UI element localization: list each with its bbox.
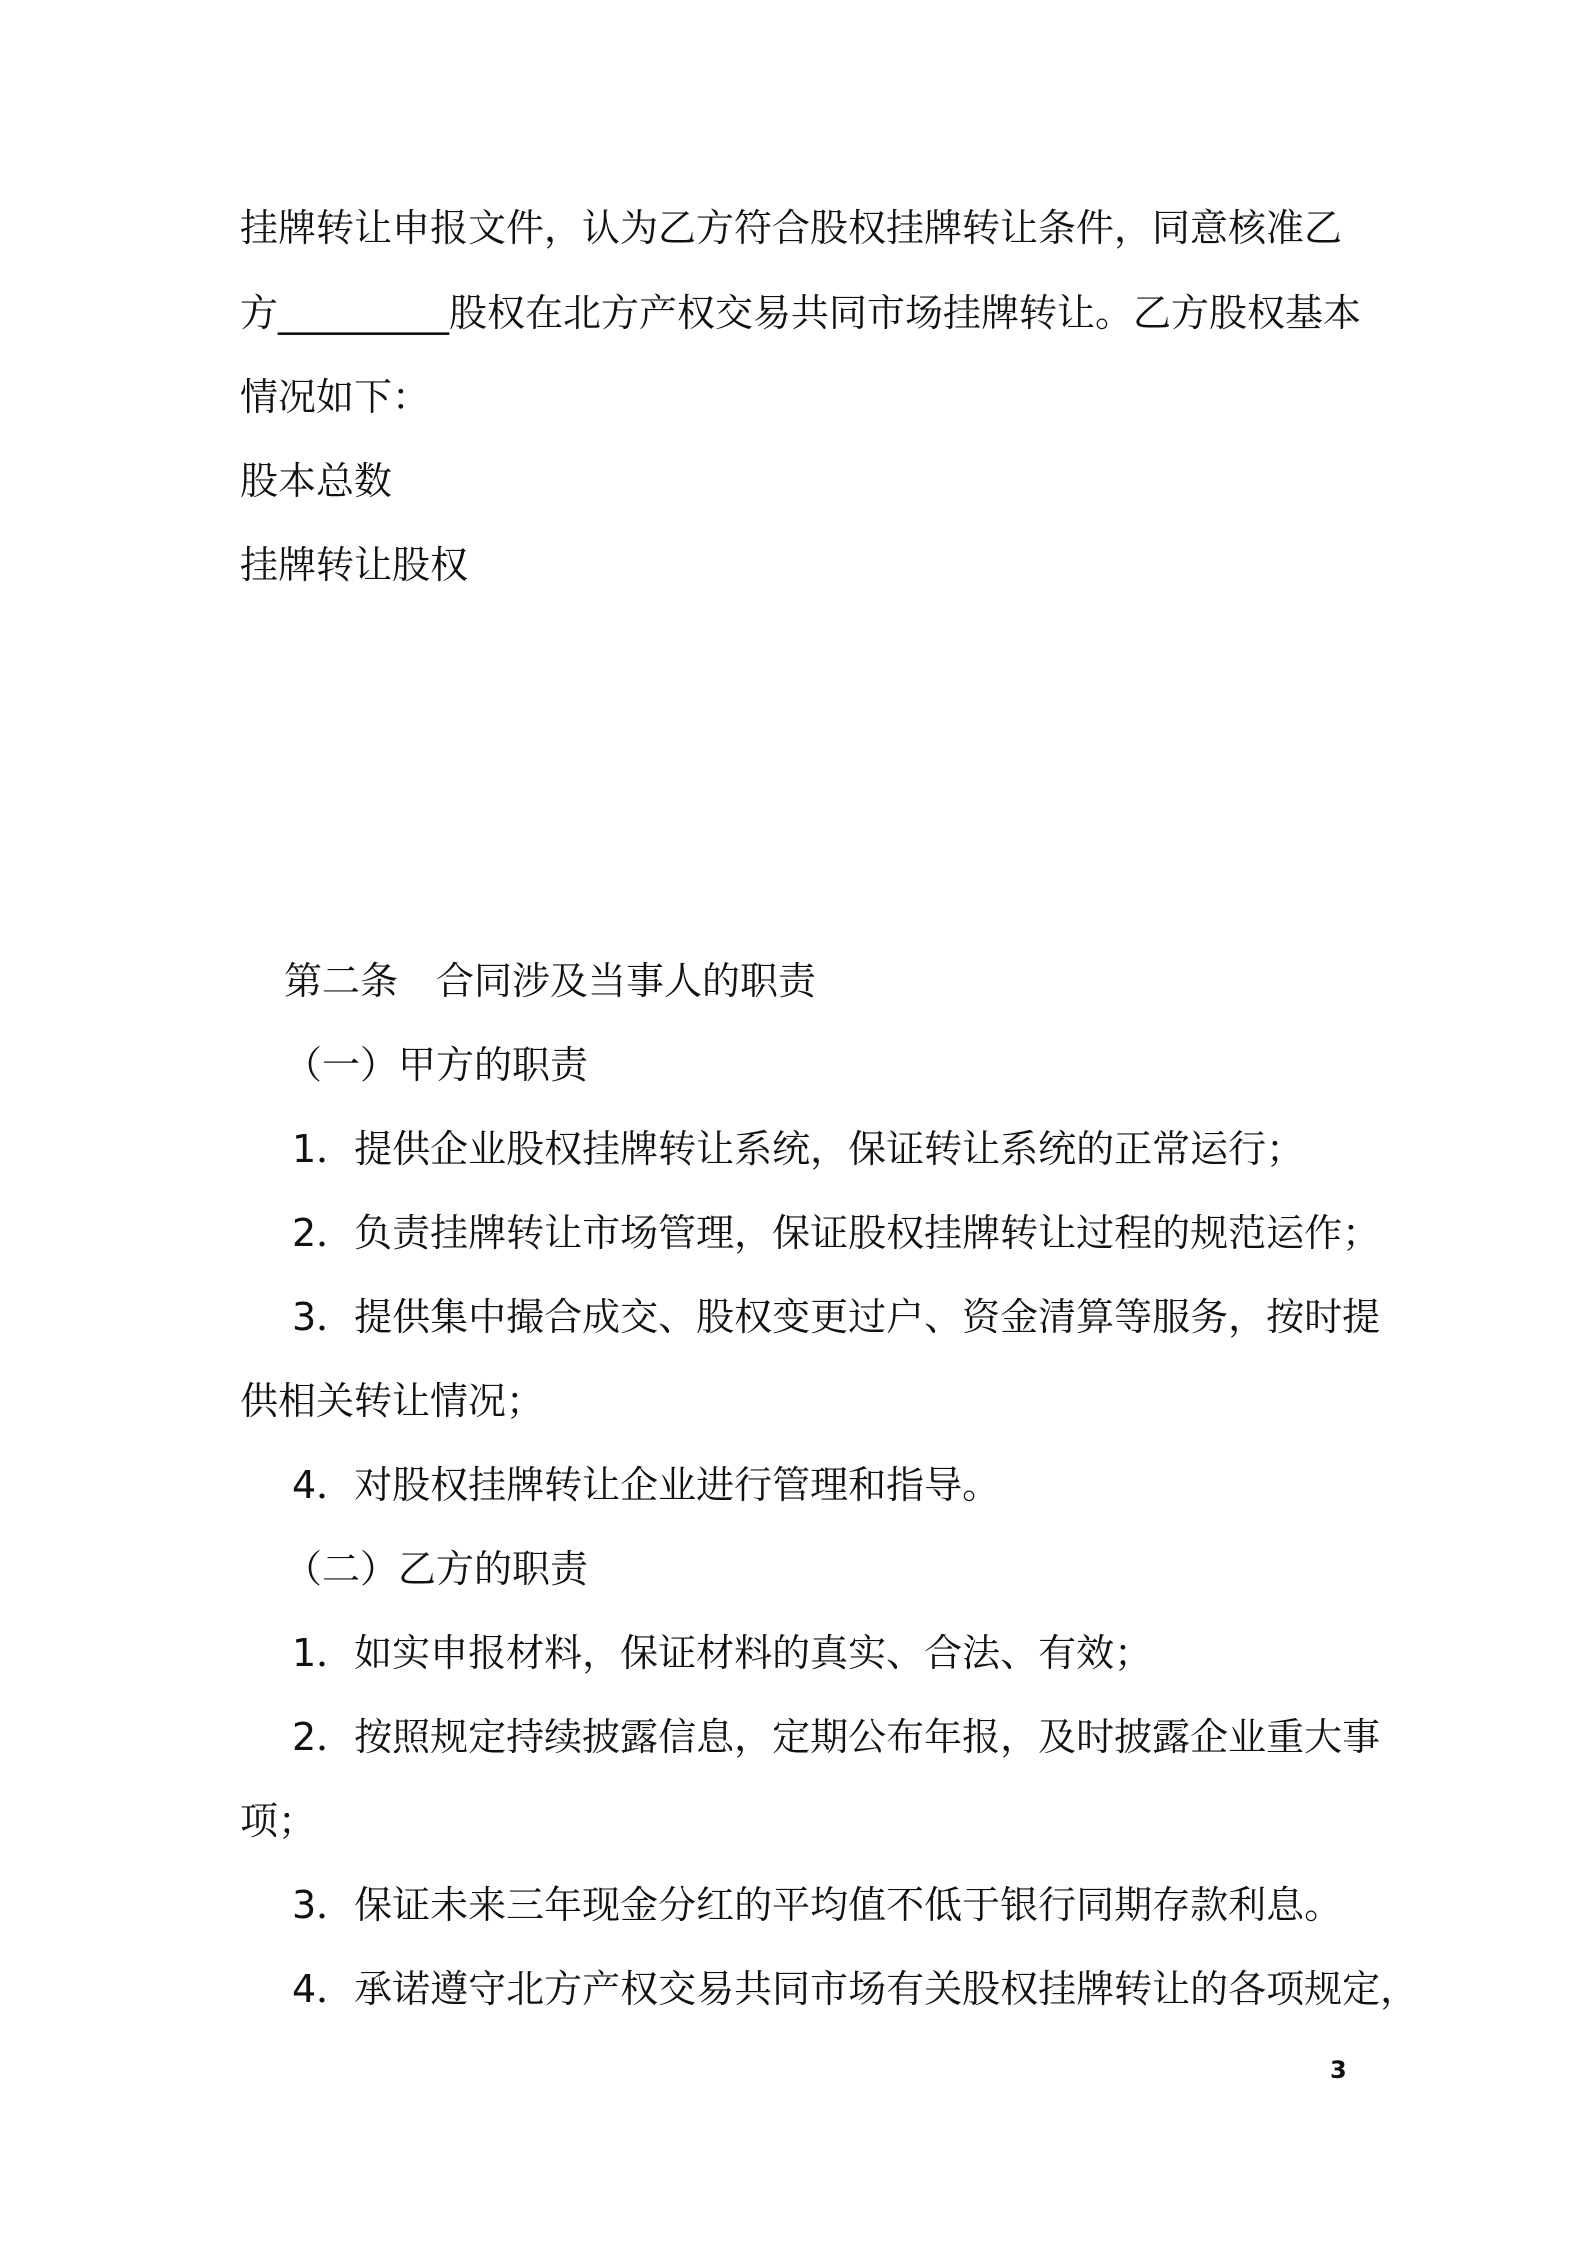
- article-heading: 第二条 合同涉及当事人的职责: [284, 959, 817, 1003]
- intro-line-3: 情况如下：: [240, 375, 431, 419]
- party-b-item-1: 1．如实申报材料，保证材料的真实、合法、有效；: [292, 1631, 1153, 1675]
- party-a-item-1: 1．提供企业股权挂牌转让系统，保证转让系统的正常运行；: [292, 1127, 1305, 1171]
- party-a-item-2: 2．负责挂牌转让市场管理，保证股权挂牌转让过程的规范运作；: [292, 1211, 1381, 1255]
- party-b-item-4: 4．承诺遵守北方产权交易共同市场有关股权挂牌转让的各项规定，: [292, 1967, 1419, 2011]
- party-b-title: （二）乙方的职责: [284, 1547, 589, 1591]
- intro-line-1: 挂牌转让申报文件，认为乙方符合股权挂牌转让条件，同意核准乙: [240, 206, 1343, 250]
- party-a-item-3: 3．提供集中撮合成交、股权变更过户、资金清算等服务，按时提: [292, 1295, 1381, 1339]
- party-b-item-3: 3．保证未来三年现金分红的平均值不低于银行同期存款利息。: [292, 1883, 1343, 1927]
- intro-line-2: 方_________股权在北方产权交易共同市场挂牌转让。乙方股权基本: [240, 291, 1362, 335]
- party-b-item-2-cont: 项；: [240, 1799, 317, 1843]
- equity-listed-label: 挂牌转让股权: [240, 543, 469, 587]
- party-a-title: （一）甲方的职责: [284, 1043, 589, 1087]
- party-a-item-4: 4．对股权挂牌转让企业进行管理和指导。: [292, 1463, 1001, 1507]
- party-b-item-2: 2．按照规定持续披露信息，定期公布年报，及时披露企业重大事: [292, 1715, 1381, 1759]
- party-a-item-3-cont: 供相关转让情况；: [240, 1379, 545, 1423]
- equity-total-label: 股本总数: [240, 459, 393, 503]
- page-number: 3: [1330, 2056, 1347, 2084]
